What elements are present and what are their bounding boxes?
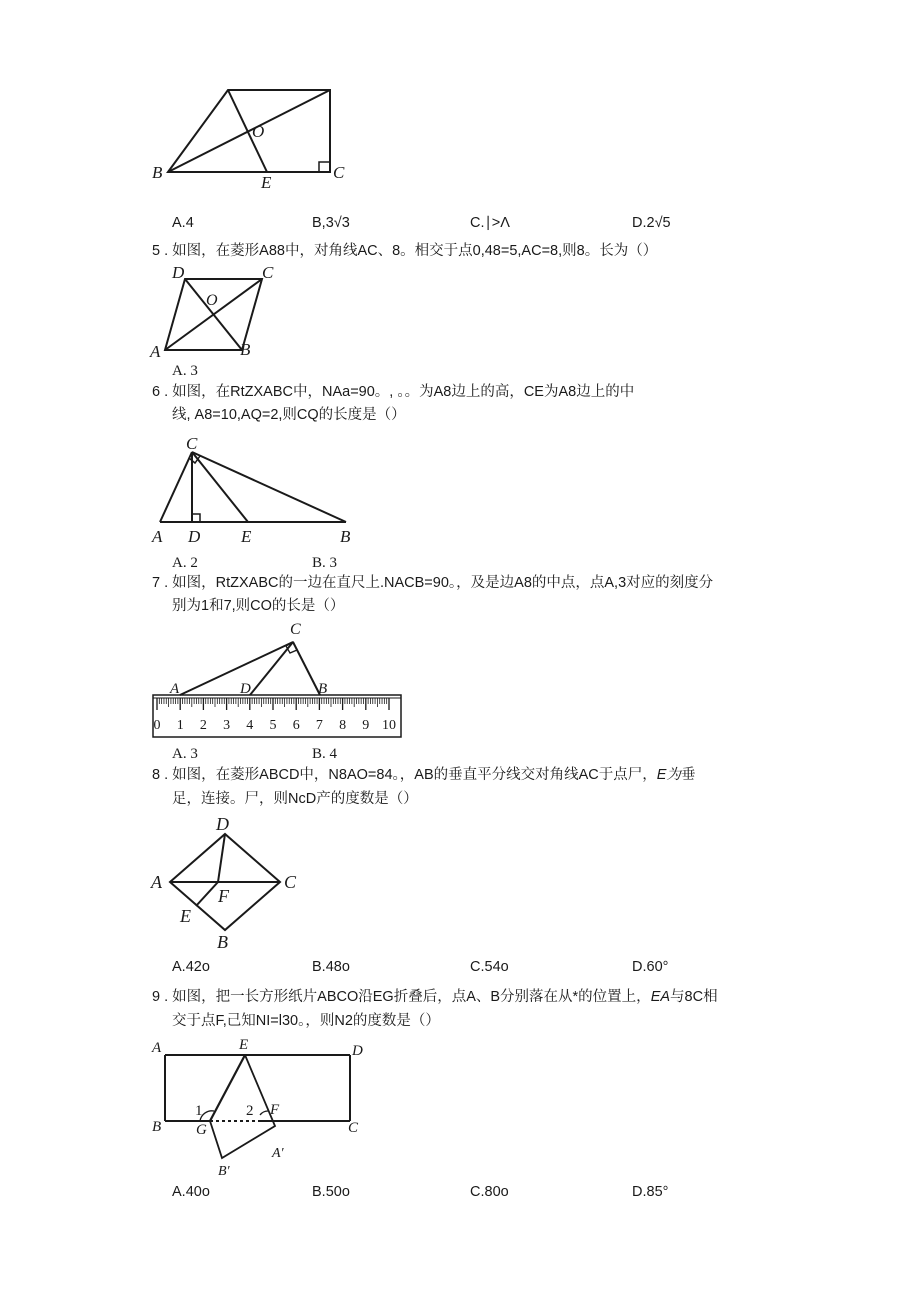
label-D: D <box>172 263 185 282</box>
ruler-number: 9 <box>362 718 370 733</box>
ruler-number: 3 <box>223 718 231 733</box>
label-C: C <box>290 621 301 638</box>
q6-option-b[interactable]: B. 3 <box>312 555 338 571</box>
q6-text-line1: 6 . 如图，在RtZXABC中，NAa=90。, 。。为A8边上的高，CE为A8边上的中 <box>152 384 635 400</box>
label-E: E <box>261 173 272 192</box>
q8-text-line2: 足，连接。尸，则NcD产的度数是（） <box>172 791 418 807</box>
q9-option-c[interactable]: C.80o <box>470 1184 509 1200</box>
q8-text-line1-italic: E为 <box>656 767 681 783</box>
ruler-ticks <box>157 698 389 710</box>
ruler-number: 10 <box>382 718 396 733</box>
ruler-number: 0 <box>153 718 161 733</box>
ruler-number: 5 <box>269 718 277 733</box>
label-A: A <box>151 872 162 892</box>
figure-q6 <box>150 434 360 549</box>
ruler-number: 1 <box>176 718 184 733</box>
label-D: D <box>216 814 229 834</box>
q9-option-d[interactable]: D.85° <box>632 1184 669 1200</box>
q9-text-line1 <box>152 988 718 1006</box>
q8-text-line1-end: 垂 <box>680 767 696 783</box>
q7-option-b[interactable]: B. 4 <box>312 746 338 762</box>
figure-q8-svg <box>150 812 310 954</box>
label-O: O <box>206 292 218 309</box>
q5-option-a[interactable]: A. 3 <box>172 363 198 379</box>
label-2: 2 <box>246 1103 254 1119</box>
q8-option-c[interactable]: C.54o <box>470 959 509 975</box>
figure-q5 <box>150 263 280 373</box>
label-B: B <box>152 163 163 182</box>
label-E: E <box>241 527 252 546</box>
label-B: B <box>318 681 328 697</box>
label-C: C <box>262 263 274 282</box>
q4-option-c[interactable]: C.∣>Λ <box>470 215 510 231</box>
q4-option-b[interactable]: B,3√3 <box>312 215 350 231</box>
ruler-number: 8 <box>339 718 347 733</box>
q8-option-a[interactable]: A.42o <box>172 959 210 975</box>
label-E: E <box>180 906 191 926</box>
label-B-prime: B′ <box>218 1164 230 1179</box>
ruler-number: 2 <box>199 718 207 733</box>
label-E: E <box>239 1037 249 1053</box>
q8-option-d[interactable]: D.60° <box>632 959 669 975</box>
figure-q4-svg <box>150 85 360 195</box>
label-A-prime: A′ <box>272 1146 284 1161</box>
label-C: C <box>348 1120 359 1136</box>
label-C: C <box>186 434 198 453</box>
q7-text-line1: 7 . 如图，RtZXABC的一边在直尺上.NACB=90。，及是边A8的中点，点A,3对应的刻度分 <box>152 575 714 591</box>
q4-option-a[interactable]: A.4 <box>172 215 194 231</box>
label-D: D <box>188 527 201 546</box>
q7-option-a[interactable]: A. 3 <box>172 746 198 762</box>
label-B: B <box>240 340 251 359</box>
q7-text-line2: 别为1和7,则CO的长是（） <box>172 598 345 614</box>
label-D: D <box>352 1043 363 1059</box>
label-A: A <box>170 681 180 697</box>
label-C: C <box>284 872 297 892</box>
figure-q5-svg <box>150 263 280 373</box>
label-A: A <box>152 527 163 546</box>
label-A: A <box>150 342 161 361</box>
ruler-numbers <box>154 718 397 733</box>
figure-q6-svg <box>150 434 360 549</box>
label-O: O <box>252 122 265 141</box>
label-1: 1 <box>195 1103 203 1119</box>
q5-text: 5 . 如图，在菱形A88中，对角线AC、8。相交于点0,48=5,AC=8,则8。长为（） <box>152 243 658 259</box>
label-B: B <box>152 1119 162 1135</box>
figure-q7-svg <box>150 620 405 742</box>
label-F: F <box>270 1102 280 1118</box>
figure-q7 <box>150 620 405 742</box>
figure-q8 <box>150 812 310 954</box>
q6-text-line2: 线, A8=10,AQ=2,则CQ的长度是（） <box>172 407 406 423</box>
q9-text-line1-main: 9 . 如图，把一长方形纸片ABCO沿EG折叠后，点A、B分别落在从*的位置上， <box>152 989 651 1005</box>
q9-text-line1-italic: EA <box>650 989 671 1005</box>
q9-option-b[interactable]: B.50o <box>312 1184 350 1200</box>
q4-option-d[interactable]: D.2√5 <box>632 215 671 231</box>
q9-text-line1-end: 与8C相 <box>670 989 718 1005</box>
label-C: C <box>333 163 345 182</box>
q9-option-a[interactable]: A.40o <box>172 1184 210 1200</box>
label-D: D <box>240 681 251 697</box>
ruler-number: 6 <box>292 718 300 733</box>
figure-q4 <box>150 85 360 195</box>
label-A: A <box>152 1040 162 1056</box>
label-F: F <box>218 886 229 906</box>
figure-q9 <box>150 1035 375 1180</box>
label-B: B <box>217 932 228 952</box>
q6-option-a[interactable]: A. 2 <box>172 555 198 571</box>
ruler-number: 4 <box>246 718 254 733</box>
label-G: G <box>196 1122 207 1138</box>
q9-text-line2: 交于点F,己知NI=l30。，则N2的度数是（） <box>172 1013 440 1029</box>
figure-q9-svg <box>150 1035 375 1180</box>
q8-text-line1 <box>152 766 695 784</box>
ruler-number: 7 <box>315 718 323 733</box>
q8-text-line1-main: 8 . 如图，在菱形ABCD中，N8AO=84。，AB的垂直平分线交对角线AC于点尸， <box>152 767 657 783</box>
q8-option-b[interactable]: B.48o <box>312 959 350 975</box>
label-B: B <box>340 527 351 546</box>
